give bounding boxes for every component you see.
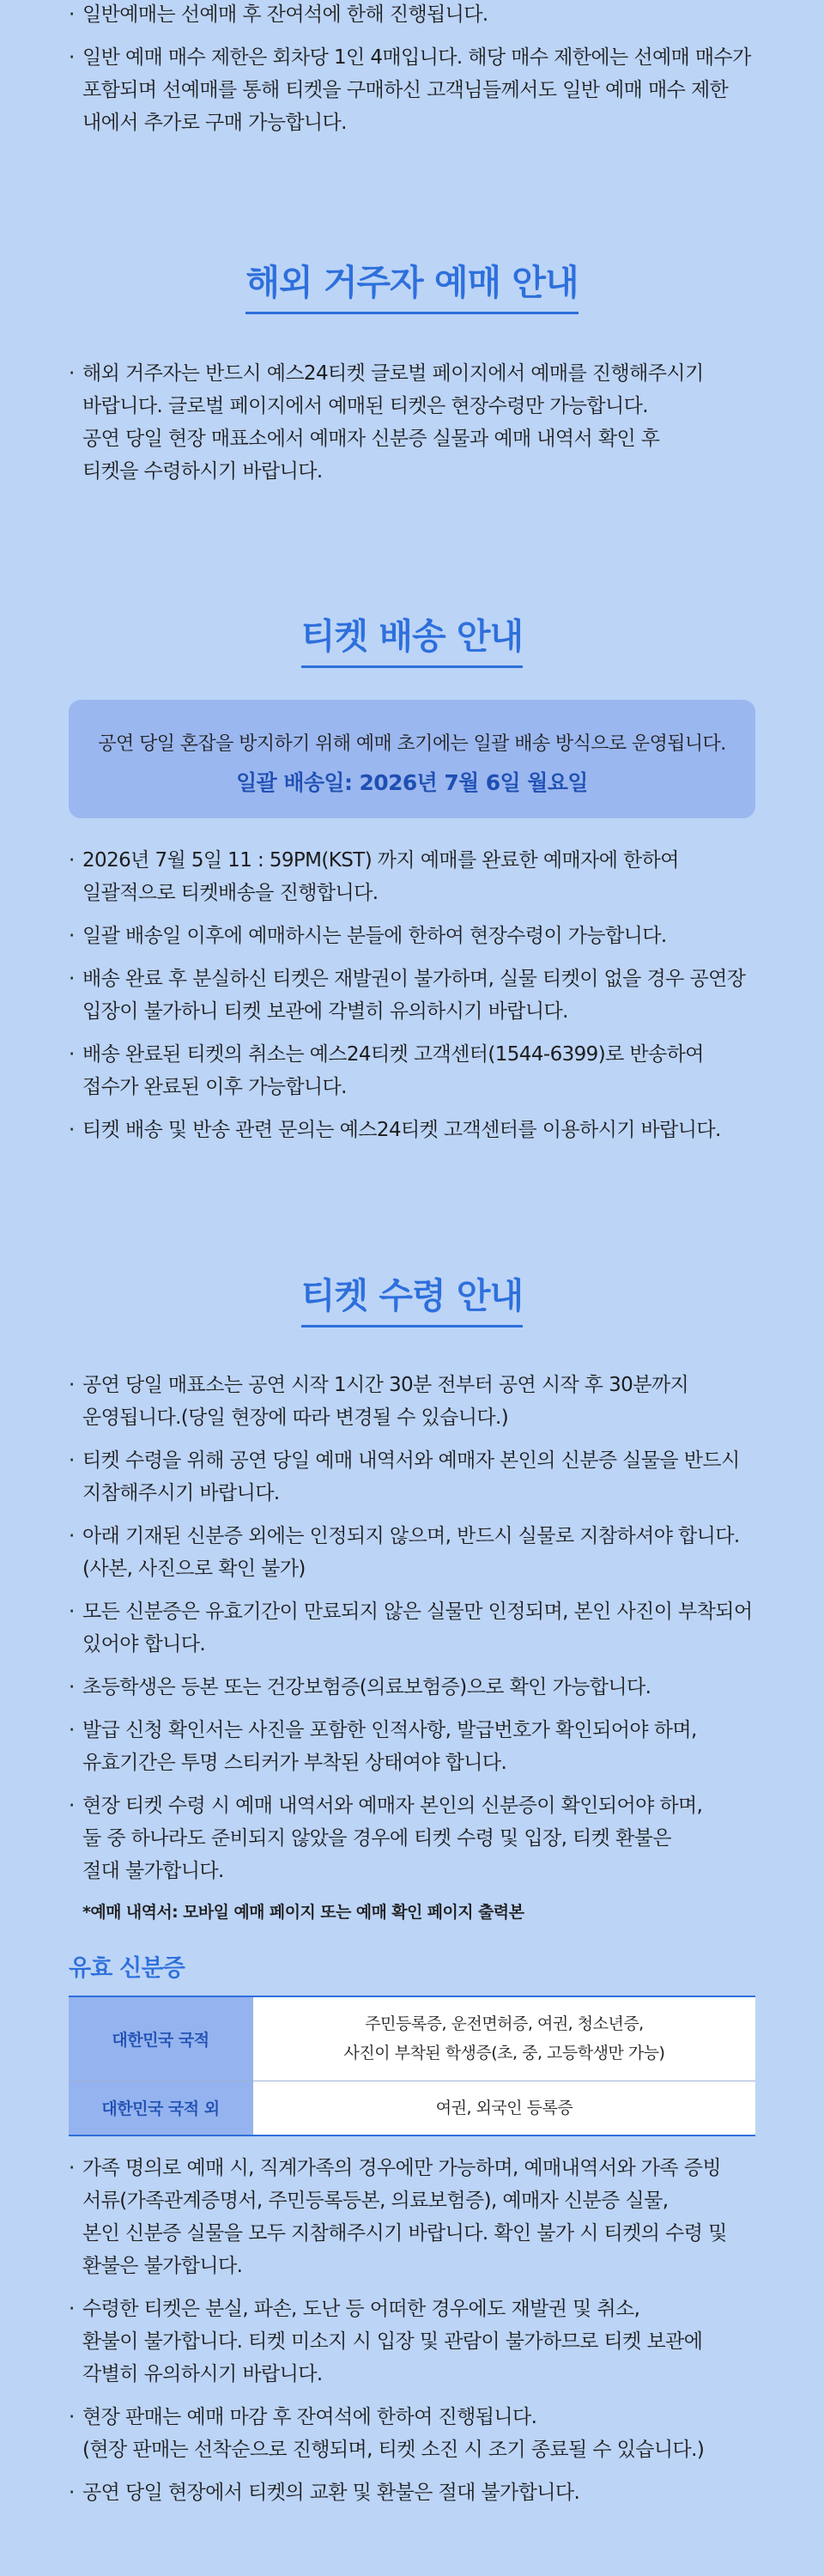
delivery-notice-box [69, 700, 755, 818]
id-table-head: 대한민국 국적 [69, 1996, 253, 2081]
id-table-head: 대한민국 국적 외 [69, 2081, 253, 2136]
list-item: · 공연 당일 현장에서 티켓의 교환 및 환불은 절대 불가합니다. [69, 2482, 580, 2504]
overseas-list [69, 357, 755, 498]
delivery-notice-text: 공연 당일 혼잡을 방지하기 위해 예매 초기에는 일괄 배송 방식으로 운영됩니다. [98, 733, 726, 755]
list-item: · 아래 기재된 신분증 외에는 인정되지 않으며, 반드시 실물로 지참하셔야 합니다. (사본, 사진으로 확인 불가) [69, 1525, 740, 1580]
list-item: · 초등학생은 등본 또는 건강보험증(의료보험증)으로 확인 가능합니다. [69, 1676, 651, 1698]
id-table-value: 주민등록증, 운전면허증, 여권, 청소년증, 사진이 부착된 학생증(초, 중, 고등학생만 가능) [253, 1996, 756, 2081]
pickup-section-title: 티켓 수령 안내 [301, 1267, 523, 1327]
list-item: · 배송 완료된 티켓의 취소는 예스24티켓 고객센터(1544-6399)로 반송하여 접수가 완료된 이후 가능합니다. [69, 1043, 704, 1098]
booking-record-note: *예매 내역서: 모바일 예매 페이지 또는 예매 확인 페이지 출력본 [82, 1903, 524, 1922]
list-item: · 배송 완료 후 분실하신 티켓은 재발권이 불가하며, 실물 티켓이 없을 경우 공연장 입장이 불가하니 티켓 보관에 각별히 유의하시기 바랍니다. [69, 968, 746, 1023]
table-row [69, 1996, 755, 2081]
list-item: · 가족 명의로 예매 시, 직계가족의 경우에만 가능하며, 예매내역서와 가족 증빙 서류(가족관계증명서, 주민등록등본, 의료보험증), 예매자 신분증 실물, 본인 신분증 실물을 모두 지참해주시기 바랍니다. 확인 불가 시 티켓의 수령 및 환불은 불가합니다. [69, 2157, 727, 2277]
general-booking-list [69, 0, 755, 149]
list-item: · 현장 티켓 수령 시 예매 내역서와 예매자 본인의 신분증이 확인되어야 하며, 둘 중 하나라도 준비되지 않았을 경우에 티켓 수령 및 입장, 티켓 환불은 절대 불가합니다. [69, 1795, 703, 1882]
delivery-list [69, 844, 755, 1157]
valid-id-table [69, 1996, 755, 2136]
list-item: · 해외 거주자는 반드시 예스24티켓 글로벌 페이지에서 예매를 진행해주시기 바랍니다. 글로벌 페이지에서 예매된 티켓은 현장수령만 가능합니다. 공연 당일 현장 매표소에서 예매자 신분증 실물과 예매 내역서 확인 후 티켓을 수령하시기 바랍니다. [69, 362, 704, 483]
list-item: · 모든 신분증은 유효기간이 만료되지 않은 실물만 인정되며, 본인 사진이 부착되어 있어야 합니다. [69, 1601, 753, 1656]
list-item: · 티켓 수령을 위해 공연 당일 예매 내역서와 예매자 본인의 신분증 실물을 반드시 지참해주시기 바랍니다. [69, 1449, 740, 1504]
delivery-section-title: 티켓 배송 안내 [301, 608, 523, 668]
list-item: · 일반 예매 매수 제한은 회차당 1인 4매입니다. 해당 매수 제한에는 선예매 매수가 포함되며 선예매를 통해 티켓을 구매하신 고객님들께서도 일반 예매 매수 제한 내에서 추가로 구매 가능합니다. [69, 46, 751, 134]
overseas-section-header [0, 254, 824, 314]
list-item: · 현장 판매는 예매 마감 후 잔여석에 한하여 진행됩니다. (현장 판매는 선착순으로 진행되며, 티켓 소진 시 조기 종료될 수 있습니다.) [69, 2406, 705, 2461]
pickup-section-header [0, 1267, 824, 1327]
pickup-extra-list [69, 2152, 755, 2519]
list-item: · 일반예매는 선예매 후 잔여석에 한해 진행됩니다. [69, 3, 488, 26]
list-item: · 일괄 배송일 이후에 예매하시는 분들에 한하여 현장수령이 가능합니다. [69, 925, 667, 947]
id-table-value: 여권, 외국인 등록증 [253, 2081, 756, 2136]
list-item: · 수령한 티켓은 분실, 파손, 도난 등 어떠한 경우에도 재발권 및 취소, 환불이 불가합니다. 티켓 미소지 시 입장 및 관람이 불가하므로 티켓 보관에 각별히 유의하시기 바랍니다. [69, 2298, 703, 2385]
delivery-date: 일괄 배송일: 2026년 7월 6일 월요일 [236, 770, 588, 795]
delivery-section-header [0, 608, 824, 668]
list-item: · 발급 신청 확인서는 사진을 포함한 인적사항, 발급번호가 확인되어야 하며, 유효기간은 투명 스티커가 부착된 상태여야 합니다. [69, 1719, 697, 1774]
list-item: · 2026년 7월 5일 11 : 59PM(KST) 까지 예매를 완료한 예매자에 한하여 일괄적으로 티켓배송을 진행합니다. [69, 849, 679, 904]
table-row [69, 2081, 755, 2136]
overseas-section-title: 해외 거주자 예매 안내 [245, 254, 578, 314]
list-item: · 티켓 배송 및 반송 관련 문의는 예스24티켓 고객센터를 이용하시기 바랍니다. [69, 1119, 721, 1141]
pickup-list [69, 1369, 755, 1898]
valid-id-title: 유효 신분증 [69, 1955, 185, 1982]
list-item: · 공연 당일 매표소는 공연 시작 1시간 30분 전부터 공연 시작 후 30분까지 운영됩니다.(당일 현장에 따라 변경될 수 있습니다.) [69, 1374, 689, 1429]
